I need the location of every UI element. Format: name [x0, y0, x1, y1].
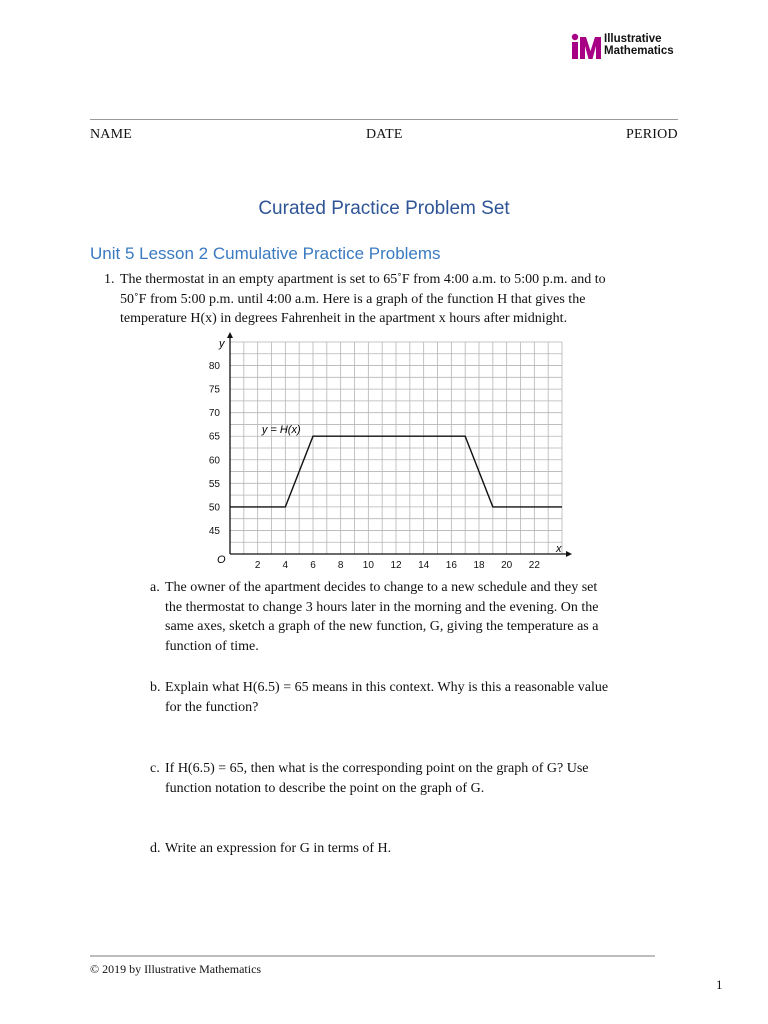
- grid: [230, 342, 562, 554]
- x-tick-label: 4: [282, 560, 289, 571]
- stem-line: temperature H(x) in degrees Fahrenheit in the apartment x hours after midnight.: [120, 311, 568, 327]
- part-line: same axes, sketch a graph of the new function, G, giving the temperature as a: [165, 619, 599, 635]
- problem-stem: [120, 270, 690, 329]
- y-axis-label: y: [219, 338, 225, 350]
- part-a-text: [165, 578, 685, 657]
- part-line: function of time.: [165, 639, 259, 655]
- name-label: NAME: [90, 127, 133, 142]
- part-c-text: [165, 759, 685, 798]
- logo-line-2: Mathematics: [604, 45, 674, 57]
- part-line: If H(6.5) = 65, then what is the corresponding point on the graph of G? Use: [165, 761, 589, 776]
- stem-line: 50˚F from 5:00 p.m. until 4:00 a.m. Here is a graph of the function H that gives the: [120, 291, 586, 307]
- logo-line-1: Illustrative: [604, 33, 662, 45]
- part-line: Explain what H(6.5) = 65 means in this context. Why is this a reasonable value: [165, 680, 609, 695]
- part-label-a: a.: [150, 580, 160, 595]
- part-line: function notation to describe the point on the graph of G.: [165, 780, 485, 796]
- part-line: Write an expression for G in terms of H.: [165, 841, 392, 856]
- origin-label: O: [217, 554, 226, 566]
- header-rule: [90, 119, 678, 120]
- x-tick-label: 20: [501, 560, 513, 571]
- part-line: for the function?: [165, 699, 259, 715]
- y-tick-label: 60: [208, 455, 220, 467]
- x-tick-label: 18: [473, 560, 485, 571]
- stem-line: The thermostat in an empty apartment is set to 65˚F from 4:00 a.m. to 5:00 p.m. and to: [120, 272, 606, 287]
- function-graph: [190, 332, 575, 572]
- x-tick-label: 2: [254, 560, 261, 571]
- footer-copyright: © 2019 by Illustrative Mathematics: [90, 962, 262, 976]
- part-label-b: b.: [150, 680, 161, 695]
- y-tick-label: 75: [208, 384, 220, 396]
- part-line: the thermostat to change 3 hours later in the morning and the evening. On the: [165, 599, 599, 615]
- logo-text: [604, 33, 674, 57]
- x-tick-label: 10: [362, 560, 374, 571]
- footer-rule: [90, 955, 655, 957]
- part-label-d: d.: [150, 841, 161, 856]
- x-axis-arrow-icon: [566, 551, 572, 557]
- problem-number: 1.: [104, 272, 115, 287]
- y-tick-label: 45: [208, 525, 220, 537]
- y-tick-label: 50: [208, 502, 220, 514]
- page-title: Curated Practice Problem Set: [258, 198, 510, 219]
- section-title: Unit 5 Lesson 2 Cumulative Practice Problems: [90, 244, 441, 263]
- x-tick-label: 12: [390, 560, 402, 571]
- x-tick-label: 14: [418, 560, 430, 571]
- page-number: 1: [716, 977, 723, 992]
- period-label: PERIOD: [626, 127, 678, 142]
- part-label-c: c.: [150, 761, 160, 776]
- y-axis-arrow-icon: [227, 332, 233, 338]
- y-tick-label: 80: [208, 361, 220, 373]
- tick-labels: [209, 361, 540, 571]
- y-tick-label: 55: [208, 478, 220, 490]
- y-tick-label: 70: [208, 408, 220, 420]
- date-label: DATE: [366, 127, 403, 142]
- x-tick-label: 16: [445, 560, 457, 571]
- logo-mark-icon: [572, 34, 601, 59]
- x-tick-label: 8: [337, 560, 344, 571]
- x-tick-label: 22: [528, 560, 540, 571]
- x-tick-label: 6: [310, 560, 316, 571]
- part-d-text: [165, 839, 685, 859]
- series-annotation: y = H(x): [261, 423, 301, 436]
- x-axis-label: x: [556, 543, 562, 555]
- y-tick-label: 65: [208, 431, 220, 443]
- part-line: The owner of the apartment decides to change to a new schedule and they set: [165, 580, 598, 595]
- part-b-text: [165, 678, 685, 717]
